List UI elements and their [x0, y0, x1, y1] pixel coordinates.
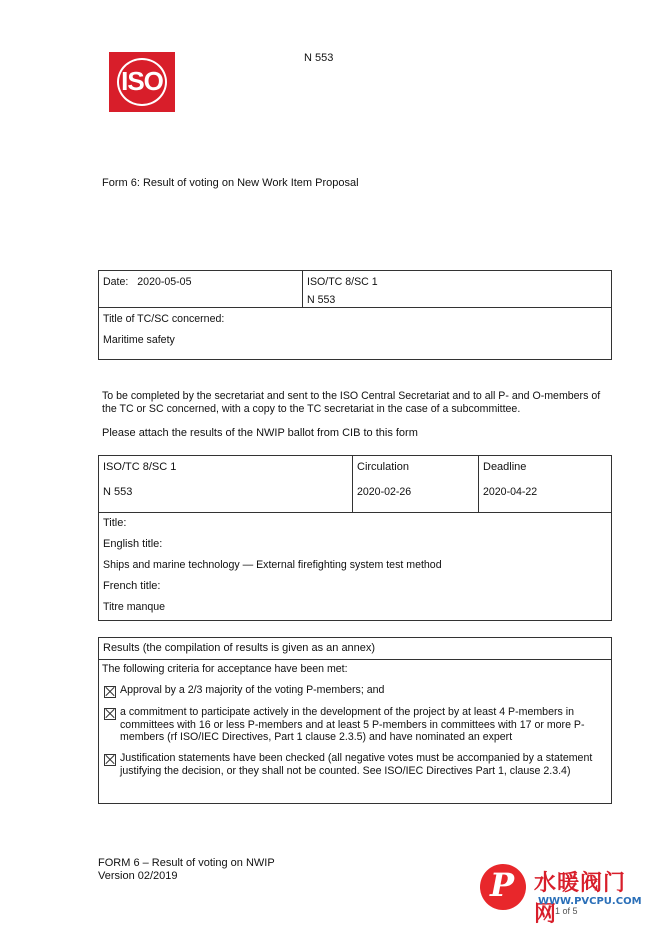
- watermark-text: 水暖阀门网: [534, 871, 627, 927]
- footer-form-name: FORM 6 – Result of voting on NWIP: [98, 857, 275, 869]
- french-title: Titre manque: [103, 601, 166, 613]
- tc-title-cell: [99, 308, 612, 360]
- committee-ref: ISO/TC 8/SC 1: [307, 276, 378, 288]
- criterion-text: a commitment to participate actively in the development of the project by at least 4 P-members in committees with 16 or less P-members and at least 5 P-members in committees with 17 or more P-members (rf ISO/IEC Directives, Part 1 clause 2.3.5) and have nominated an expert: [120, 706, 585, 743]
- ballot-committee: ISO/TC 8/SC 1: [103, 461, 177, 473]
- footer-version: Version 02/2019: [98, 870, 178, 882]
- circulation-date: 2020-02-26: [357, 486, 412, 498]
- deadline-cell: [479, 456, 612, 513]
- date-cell: [99, 271, 303, 308]
- form-title: Form 6: Result of voting on New Work Item Proposal: [102, 177, 359, 189]
- circulation-label: Circulation: [357, 461, 409, 473]
- document-number: N 553: [304, 52, 334, 64]
- logo-text: ISO: [121, 66, 163, 96]
- criterion-text: Approval by a 2/3 majority of the voting P-members; and: [120, 684, 385, 696]
- tc-title-label: Title of TC/SC concerned:: [103, 313, 225, 325]
- criterion-text: Justification statements have been checked (all negative votes must be accompanied by a statement justifying the decision, or they shall not be counted. See ISO/IEC Directives Part 1, clause 2.3.4): [120, 752, 593, 777]
- doc-ref: N 553: [307, 294, 336, 306]
- results-header-cell: [99, 638, 612, 660]
- tc-title-value: Maritime safety: [103, 334, 175, 346]
- committee-cell: [303, 271, 612, 308]
- attach-note: Please attach the results of the NWIP ballot from CIB to this form: [102, 427, 418, 439]
- ballot-doc-ref: N 553: [103, 486, 133, 498]
- english-title-label: English title:: [103, 538, 163, 550]
- checkbox-checked-icon[interactable]: [104, 754, 116, 766]
- circulation-cell: [353, 456, 479, 513]
- checkbox-checked-icon[interactable]: [104, 686, 116, 698]
- date-value: 2020-05-05: [137, 276, 192, 288]
- english-title: Ships and marine technology — External firefighting system test method: [103, 559, 442, 571]
- watermark-letter: P: [490, 866, 515, 904]
- date-label: Date:: [103, 276, 129, 288]
- title-label: Title:: [103, 517, 127, 529]
- ballot-committee-cell: [99, 456, 353, 513]
- deadline-label: Deadline: [483, 461, 527, 473]
- intro-text: To be completed by the secretariat and sent to the ISO Central Secretariat and to all P- and O-members of the TC or SC concerned, with a copy to the TC secretariat in the case of a subcommittee.: [102, 390, 601, 415]
- titles-cell: [99, 513, 612, 621]
- page-number: 1 of 5: [555, 906, 578, 916]
- checkbox-checked-icon[interactable]: [104, 708, 116, 720]
- iso-logo: [109, 52, 175, 112]
- info-box: [98, 270, 612, 360]
- criteria-intro: The following criteria for acceptance have been met:: [102, 663, 348, 675]
- deadline-date: 2020-04-22: [483, 486, 538, 498]
- watermark: [478, 862, 646, 927]
- french-title-label: French title:: [103, 580, 161, 592]
- watermark-url: WWW.PVCPU.COM: [538, 896, 642, 907]
- ballot-box: [98, 455, 612, 621]
- results-header: Results (the compilation of results is given as an annex): [103, 642, 376, 654]
